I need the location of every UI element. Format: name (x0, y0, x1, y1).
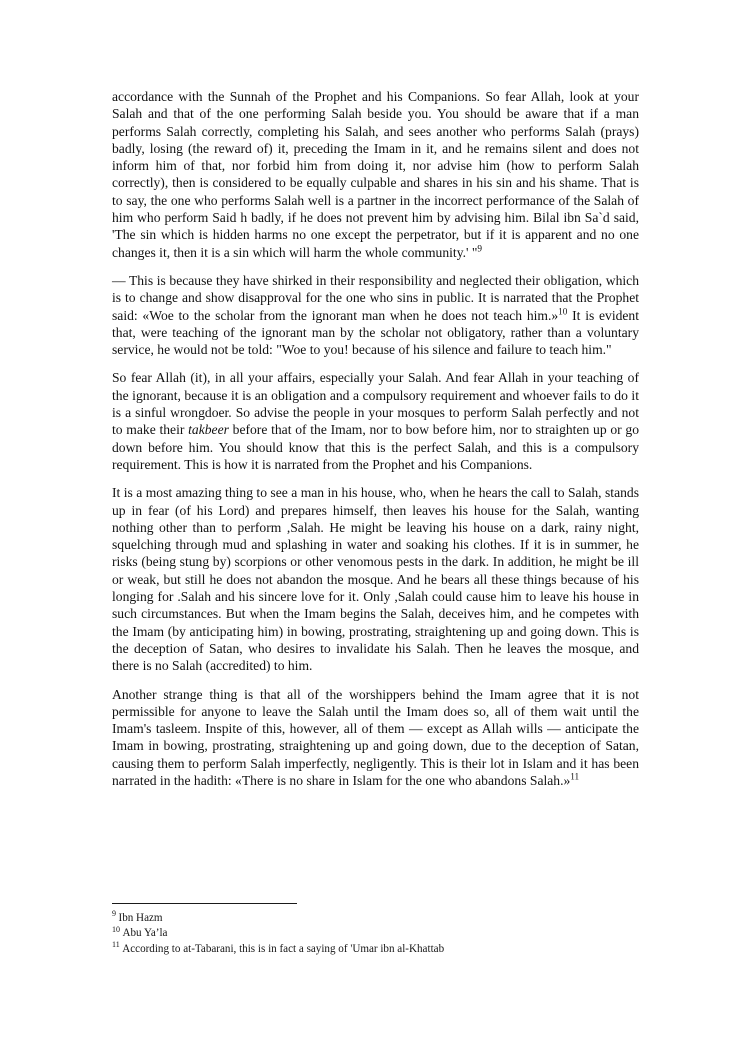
footnote-reference-marker: 9 (477, 243, 483, 254)
footnote-text: According to at-Tabarani, this is in fact a saying of 'Umar ibn al-Khattab (122, 942, 445, 955)
italic-term: takbeer (188, 422, 229, 438)
footnote-marker: 10 (112, 924, 120, 934)
body-paragraph: So fear Allah (it), in all your affairs, especially your Salah. And fear Allah in your teaching of the ignorant, because it is an obligation and a compulsory requirement and whoever fails to do it is a sinful wrongdoer. So advise the people in your mosques to perform Salah perfectly and not to make their takbeer before that of the Imam, nor to bow before him, nor to straighten up or go down before him. You should know that this is the perfect Salah, and this is a compulsory requirement. This is how it is narrated from the Prophet and his Companions. (112, 370, 640, 472)
footnote-separator-rule (112, 903, 297, 904)
footnote-text: Ibn Hazm (118, 912, 163, 924)
footnote-item (112, 911, 639, 925)
footnote-reference-marker: 10 (558, 306, 568, 317)
footnote-item (112, 942, 639, 956)
body-paragraph: — This is because they have shirked in their responsibility and neglected their obligation, which is to change and show disapproval for the one who sins in public. It is narrated that the Prophet said: «Woe to the scholar from the ignorant man when he does not teach him.»$^{10}$ It is evident that, were teaching of the ignorant man by the scholar not obligatory, rather than a voluntary service, he would not be told: "Woe to you! because of his silence and failure to teach him." (112, 272, 640, 358)
body-paragraph: accordance with the Sunnah of the Prophet and his Companions. So fear Allah, look at your Salah and that of the one performing Salah beside you. You should be aware that if a man performs Salah correctly, completing his Salah, and sees another who performs Salah (prays) badly, losing (the reward of) it, preceding the Imam in it, and he remains silent and does not inform him of that, nor forbid him from doing it, nor advise him (how to perform Salah correctly), then is considered to be equally culpable and shares in his sin and his shame. That is to say, the one who performs Salah well is a partner in the incorrect performance of the Salah of him who perform Said h badly, if he does not prevent him by advising him. Bilal ibn Sa`d said, 'The sin which is hidden harms no one except the perpetrator, but if it is apparent and no one changes it, then it is a sin which will harm the whole community.' "$^9$ (112, 89, 639, 260)
footnote-text: Abu Ya’la (122, 927, 168, 940)
body-paragraph: Another strange thing is that all of the worshippers behind the Imam agree that it is not permissible for anyone to leave the Salah until the Imam does so, all of them wait until the Imam's tasleem. Inspite of this, however, all of them — except as Allah wills — anticipate the Imam in bowing, prostrating, straightening up and going down, due to the deception of Satan, causing them to perform Salah imperfectly, negligently. This is their lot in Islam and it has been narrated in the hadith: «There is no share in Islam for the one who abandons Salah.»$^{11}$ (112, 686, 639, 788)
footnote-item (112, 926, 639, 940)
body-text-column (112, 88, 639, 789)
footnote-block (112, 903, 639, 957)
footnote-marker: 11 (112, 940, 120, 950)
footnote-reference-marker: 11 (570, 771, 580, 782)
body-paragraph: It is a most amazing thing to see a man in his house, who, when he hears the call to Salah, stands up in fear (of his Lord) and prepares himself, then leaves his house for the Salah, wanting nothing other than to perform ,Salah. He might be leaving his house on a dark, rainy night, squelching through mud and splashing in water and soaking his clothes. If it is in summer, he risks (being stung by) scorpions or other venomous pests in the dark. In addition, he might be ill or weak, but still he does not abandon the mosque. And he bears all these things because of his longing for .Salah and his sincere love for it. Only ,Salah could cause him to leave his house in such circumstances. But when the Imam begins the Salah, deceives him, and he competes with the Imam (by anticipating him) in bowing, prostrating, straightening up and going down. This is the deception of Satan, who desires to invalidate his Salah. Then he leaves the mosque, and there is no Salah (accredited) to him. (112, 485, 639, 674)
footnote-marker: 9 (112, 909, 116, 919)
